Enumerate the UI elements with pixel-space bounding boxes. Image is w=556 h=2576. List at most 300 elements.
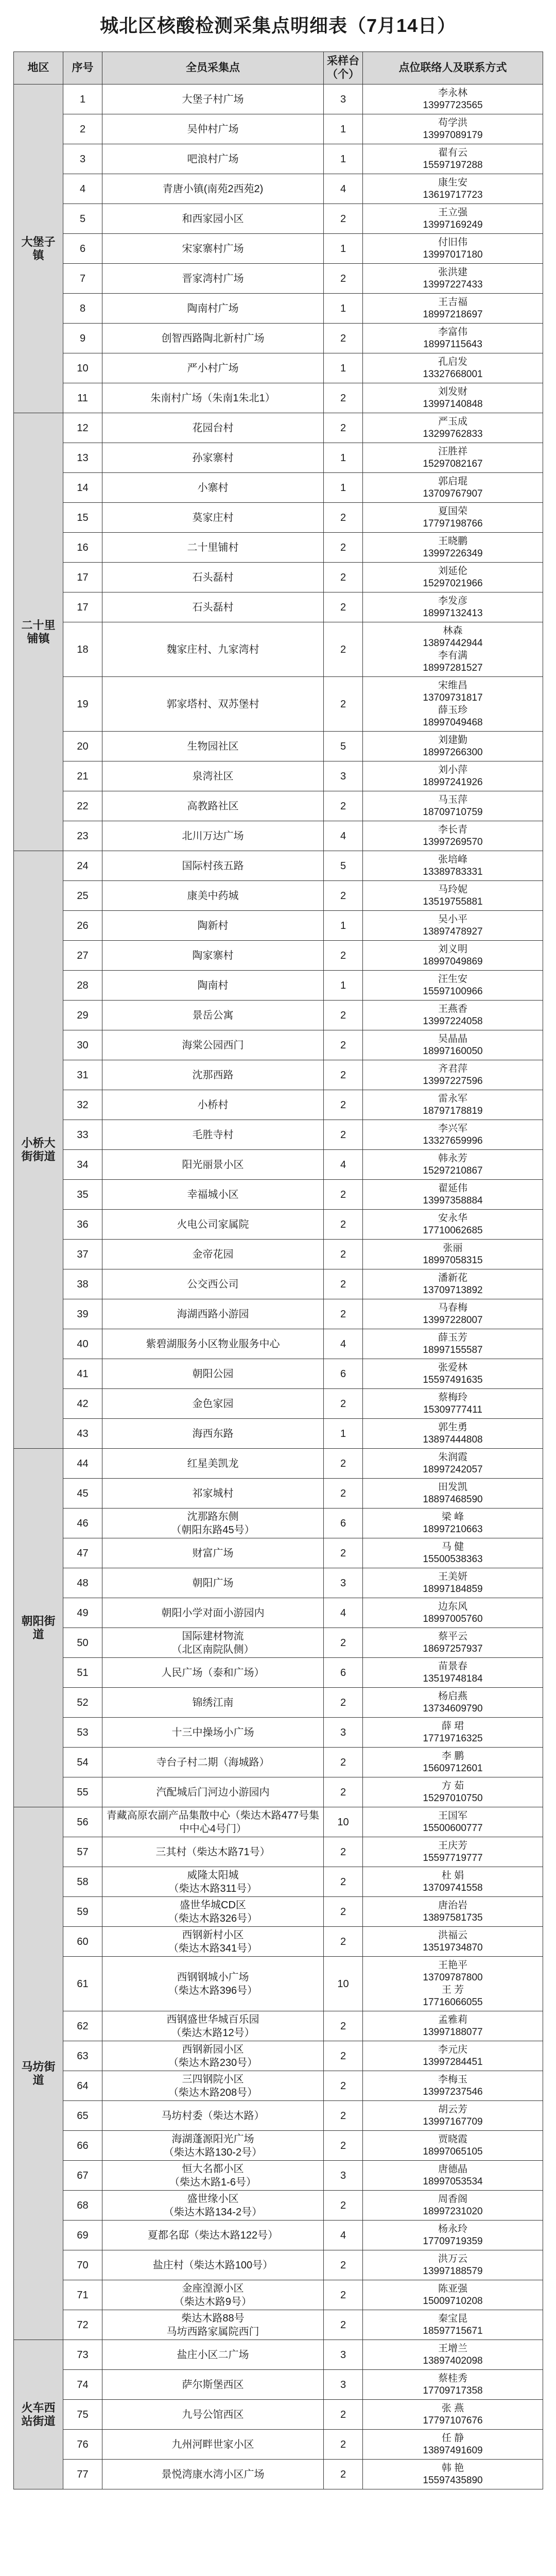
seq-cell: 66 xyxy=(63,2131,102,2161)
contact-phone: 18997218697 xyxy=(423,309,483,320)
table-row xyxy=(14,1598,543,1628)
site-cell: 海湖蓬源阳光广场 （柴达木路130-2号） xyxy=(102,2131,324,2161)
table-row xyxy=(14,2370,543,2400)
site-cell: 火电公司家属院 xyxy=(102,1210,324,1240)
table-row xyxy=(14,592,543,622)
district-cell: 小桥大街街道 xyxy=(14,851,63,1449)
table-body xyxy=(14,84,543,2489)
contact-name: 王美妍 xyxy=(438,1571,467,1582)
contact-cell xyxy=(363,2280,543,2310)
contact-cell xyxy=(363,761,543,791)
stations-cell: 2 xyxy=(324,1837,363,1867)
contact-phone: 17709717358 xyxy=(423,2385,483,2396)
contact-name: 洪万云 xyxy=(438,2253,467,2264)
stations-cell: 3 xyxy=(324,84,363,114)
seq-cell: 41 xyxy=(63,1359,102,1389)
table-row xyxy=(14,533,543,563)
seq-cell: 25 xyxy=(63,881,102,911)
contact-phone: 15597197288 xyxy=(423,159,483,171)
contact-phone: 13519748184 xyxy=(423,1673,483,1684)
table-row xyxy=(14,791,543,821)
table-row xyxy=(14,1001,543,1030)
stations-cell: 2 xyxy=(324,563,363,592)
seq-cell: 52 xyxy=(63,1688,102,1718)
seq-cell: 16 xyxy=(63,533,102,563)
contact-cell xyxy=(363,1509,543,1538)
site-cell: 汽配城后门河边小游园内 xyxy=(102,1777,324,1807)
contact-name: 李长青 xyxy=(438,824,467,835)
stations-cell: 2 xyxy=(324,2011,363,2041)
page-title: 城北区核酸检测采集点明细表（7月14日） xyxy=(99,15,457,36)
contact-cell xyxy=(363,1180,543,1210)
stations-cell: 2 xyxy=(324,622,363,677)
contact-cell xyxy=(363,294,543,324)
seq-cell: 31 xyxy=(63,1060,102,1090)
contact-cell xyxy=(363,1210,543,1240)
stations-cell: 2 xyxy=(324,503,363,533)
site-cell: 魏家庄村、九家湾村 xyxy=(102,622,324,677)
contact-phone: 13519755881 xyxy=(423,896,483,907)
contact-name: 翟有云 xyxy=(438,147,467,158)
contact-phone: 18997049468 xyxy=(423,717,483,728)
seq-cell: 28 xyxy=(63,971,102,1001)
contact-name: 唐德晶 xyxy=(438,2163,467,2175)
contact-phone: 18997005760 xyxy=(423,1613,483,1624)
table-row xyxy=(14,1568,543,1598)
table-row xyxy=(14,1299,543,1329)
contact-cell xyxy=(363,1598,543,1628)
table-header-row xyxy=(14,52,543,84)
contact-phone: 18897468590 xyxy=(423,1494,483,1505)
site-cell: 沈那西路 xyxy=(102,1060,324,1090)
stations-cell: 2 xyxy=(324,1538,363,1568)
contact-phone: 13997226349 xyxy=(423,548,483,559)
header-contact: 点位联络人及联系方式 xyxy=(363,52,543,84)
stations-cell: 4 xyxy=(324,174,363,204)
contact-cell xyxy=(363,353,543,383)
contact-cell xyxy=(363,1090,543,1120)
contact-name: 洪福云 xyxy=(438,1929,467,1941)
contact-name: 孔启发 xyxy=(438,356,467,367)
contact-name: 王吉福 xyxy=(438,296,467,308)
seq-cell: 58 xyxy=(63,1867,102,1897)
table-row xyxy=(14,324,543,353)
contact-phone: 13389783331 xyxy=(423,866,483,877)
seq-cell: 48 xyxy=(63,1568,102,1598)
site-cell: 陶新村 xyxy=(102,911,324,941)
table-row xyxy=(14,1837,543,1867)
site-cell: 石头磊村 xyxy=(102,592,324,622)
contact-phone: 13997017180 xyxy=(423,249,483,260)
contact-name: 翟延伟 xyxy=(438,1182,467,1194)
contact-phone: 18997210663 xyxy=(423,1523,483,1535)
contact-cell xyxy=(363,911,543,941)
contact-phone: 18997053534 xyxy=(423,2176,483,2187)
contact-cell xyxy=(363,1837,543,1867)
table-row xyxy=(14,1718,543,1748)
contact-phone: 18997242057 xyxy=(423,1464,483,1475)
site-cell: 景岳公寓 xyxy=(102,1001,324,1030)
site-cell: 阳光丽景小区 xyxy=(102,1150,324,1180)
table-row xyxy=(14,971,543,1001)
seq-cell: 33 xyxy=(63,1120,102,1150)
stations-cell: 2 xyxy=(324,2071,363,2101)
contact-name: 任 静 xyxy=(441,2432,464,2444)
contact-name: 田发凯 xyxy=(438,1481,467,1493)
site-cell: 盛世缘小区 （柴达木路134-2号） xyxy=(102,2191,324,2221)
table-row xyxy=(14,1658,543,1688)
site-cell: 石头磊村 xyxy=(102,563,324,592)
contact-phone: 13997237546 xyxy=(423,2086,483,2097)
contact-phone: 13709713892 xyxy=(423,1284,483,1296)
contact-phone: 18997281527 xyxy=(423,662,483,673)
contact-cell xyxy=(363,563,543,592)
contact-phone: 13997169249 xyxy=(423,219,483,230)
contact-phone: 13897581735 xyxy=(423,1912,483,1923)
table-row xyxy=(14,1389,543,1419)
contact-cell xyxy=(363,2191,543,2221)
table-row xyxy=(14,1927,543,1957)
stations-cell: 2 xyxy=(324,2101,363,2131)
contact-cell xyxy=(363,84,543,114)
district-cell: 马坊街道 xyxy=(14,1807,63,2340)
contact-cell xyxy=(363,1240,543,1269)
stations-cell: 2 xyxy=(324,2430,363,2460)
contact-name: 李兴军 xyxy=(438,1123,467,1134)
contact-cell xyxy=(363,1718,543,1748)
contact-phone: 15297021966 xyxy=(423,578,483,589)
contact-phone: 15309777411 xyxy=(423,1404,482,1415)
seq-cell: 3 xyxy=(63,144,102,174)
seq-cell: 32 xyxy=(63,1090,102,1120)
site-cell: 盐庄村（柴达木路100号） xyxy=(102,2250,324,2280)
seq-cell: 76 xyxy=(63,2430,102,2460)
table-row xyxy=(14,174,543,204)
site-cell: 紫碧湖服务小区物业服务中心 xyxy=(102,1329,324,1359)
contact-name: 孟雅莉 xyxy=(438,2014,467,2025)
table-row xyxy=(14,563,543,592)
contact-phone: 13997227433 xyxy=(423,279,483,290)
seq-cell: 61 xyxy=(63,1957,102,2011)
seq-cell: 46 xyxy=(63,1509,102,1538)
contact-name: 薛 珺 xyxy=(441,1720,464,1732)
contact-name: 付旧伟 xyxy=(438,236,467,248)
stations-cell: 2 xyxy=(324,941,363,971)
contact-phone: 13997140848 xyxy=(423,398,483,410)
contact-name: 刘义明 xyxy=(438,943,467,955)
contact-phone: 13897478927 xyxy=(423,926,483,937)
stations-cell: 2 xyxy=(324,1120,363,1150)
district-cell: 二十里铺镇 xyxy=(14,413,63,851)
contact-name: 朱润霞 xyxy=(438,1451,467,1463)
site-cell: 陶南村广场 xyxy=(102,294,324,324)
site-cell: 西钢新村小区 （柴达木路341号） xyxy=(102,1927,324,1957)
seq-cell: 40 xyxy=(63,1329,102,1359)
seq-cell: 57 xyxy=(63,1837,102,1867)
site-cell: 朝阳广场 xyxy=(102,1568,324,1598)
site-cell: 金帝花园 xyxy=(102,1240,324,1269)
contact-phone: 18997184859 xyxy=(423,1583,483,1595)
contact-name: 刘小萍 xyxy=(438,764,467,775)
seq-cell: 27 xyxy=(63,941,102,971)
table-row xyxy=(14,204,543,234)
contact-cell xyxy=(363,1030,543,1060)
contact-phone: 13519734870 xyxy=(423,1942,483,1953)
contact-name: 杨永玲 xyxy=(438,2223,467,2234)
site-cell: 小桥村 xyxy=(102,1090,324,1120)
seq-cell: 22 xyxy=(63,791,102,821)
table-row xyxy=(14,1807,543,1837)
contact-cell xyxy=(363,1120,543,1150)
seq-cell: 55 xyxy=(63,1777,102,1807)
table-row xyxy=(14,2430,543,2460)
contact-phone: 18997132413 xyxy=(423,607,483,619)
table-row xyxy=(14,2280,543,2310)
site-cell: 宋家寨村广场 xyxy=(102,234,324,264)
seq-cell: 2 xyxy=(63,114,102,144)
stations-cell: 2 xyxy=(324,677,363,732)
stations-cell: 2 xyxy=(324,592,363,622)
site-cell: 三其村（柴达木路71号） xyxy=(102,1837,324,1867)
seq-cell: 50 xyxy=(63,1628,102,1658)
contact-cell xyxy=(363,1897,543,1927)
stations-cell: 2 xyxy=(324,413,363,443)
district-cell: 火车西站街道 xyxy=(14,2340,63,2489)
stations-cell: 2 xyxy=(324,1030,363,1060)
seq-cell: 70 xyxy=(63,2250,102,2280)
contact-cell xyxy=(363,2250,543,2280)
seq-cell: 67 xyxy=(63,2161,102,2191)
contact-name: 韩 艳 xyxy=(441,2462,464,2473)
contact-name: 吴晶晶 xyxy=(438,1033,467,1044)
contact-name: 贾晓霞 xyxy=(438,2133,467,2145)
table-row xyxy=(14,1479,543,1509)
contact-cell xyxy=(363,1777,543,1807)
contact-phone: 13619717723 xyxy=(423,189,483,200)
contact-name: 胡云芳 xyxy=(438,2104,467,2115)
seq-cell: 21 xyxy=(63,761,102,791)
contact-name: 安永华 xyxy=(438,1212,467,1224)
stations-cell: 2 xyxy=(324,1210,363,1240)
contact-name: 蔡桂秀 xyxy=(438,2372,467,2384)
contact-phone: 15297210867 xyxy=(423,1165,483,1176)
site-cell: 陶南村 xyxy=(102,971,324,1001)
site-cell: 陶家寨村 xyxy=(102,941,324,971)
seq-cell: 63 xyxy=(63,2041,102,2071)
site-cell: 莫家庄村 xyxy=(102,503,324,533)
contact-cell xyxy=(363,732,543,761)
table-row xyxy=(14,851,543,881)
site-cell: 创智西路陶北新村广场 xyxy=(102,324,324,353)
contact-phone: 18997065105 xyxy=(423,2146,483,2157)
table-row xyxy=(14,1628,543,1658)
seq-cell: 69 xyxy=(63,2221,102,2250)
stations-cell: 2 xyxy=(324,2460,363,2489)
stations-cell: 6 xyxy=(324,1658,363,1688)
seq-cell: 11 xyxy=(63,383,102,413)
site-cell: 人民广场（泰和广场） xyxy=(102,1658,324,1688)
contact-phone: 13709787800 xyxy=(423,1972,483,1983)
seq-cell: 23 xyxy=(63,821,102,851)
site-cell: 严小村广场 xyxy=(102,353,324,383)
site-cell: 威隆太阳城 （柴达木路311号） xyxy=(102,1867,324,1897)
contact-name: 马玲妮 xyxy=(438,884,467,895)
contact-phone: 18697257937 xyxy=(423,1643,483,1654)
site-cell: 西钢新园小区 （柴达木路230号） xyxy=(102,2041,324,2071)
contact-name: 王国军 xyxy=(438,1810,467,1821)
contact-phone: 18997115643 xyxy=(423,338,482,350)
contact-cell xyxy=(363,2310,543,2340)
site-cell: 西钢盛世华城百乐园 （柴达木路12号） xyxy=(102,2011,324,2041)
contact-phone: 18709710759 xyxy=(423,806,483,818)
contact-phone: 15009710208 xyxy=(423,2295,483,2307)
contact-cell xyxy=(363,1449,543,1479)
table-row xyxy=(14,264,543,294)
contact-cell xyxy=(363,622,543,677)
contact-phone: 15500538363 xyxy=(423,1553,483,1565)
table-row xyxy=(14,1060,543,1090)
stations-cell: 2 xyxy=(324,1867,363,1897)
contact-name: 苗景春 xyxy=(438,1660,467,1672)
site-cell: 财富广场 xyxy=(102,1538,324,1568)
site-cell: 朝阳小学对面小游园内 xyxy=(102,1598,324,1628)
contact-cell xyxy=(363,971,543,1001)
contact-name: 李永林 xyxy=(438,87,467,98)
table-row xyxy=(14,1359,543,1389)
seq-cell: 10 xyxy=(63,353,102,383)
contact-phone: 18797178819 xyxy=(423,1105,483,1116)
stations-cell: 3 xyxy=(324,761,363,791)
site-cell: 海棠公园西门 xyxy=(102,1030,324,1060)
site-cell: 毛胜寺村 xyxy=(102,1120,324,1150)
table-row xyxy=(14,2131,543,2161)
table-row xyxy=(14,383,543,413)
contact-name: 李梅玉 xyxy=(438,2074,467,2085)
seq-cell: 64 xyxy=(63,2071,102,2101)
header-stations: 采样台（个） xyxy=(324,52,363,84)
contact-cell xyxy=(363,2460,543,2489)
contact-name: 蔡梅玲 xyxy=(438,1392,467,1403)
contact-phone: 13997167709 xyxy=(423,2116,483,2127)
contact-phone: 13997284451 xyxy=(423,2056,483,2067)
table-row xyxy=(14,1509,543,1538)
contact-phone: 13709767907 xyxy=(423,488,483,499)
stations-cell: 2 xyxy=(324,2131,363,2161)
contact-cell xyxy=(363,1957,543,2011)
seq-cell: 77 xyxy=(63,2460,102,2489)
contact-phone: 17797107676 xyxy=(423,2415,483,2426)
seq-cell: 7 xyxy=(63,264,102,294)
table-row xyxy=(14,1090,543,1120)
contact-cell xyxy=(363,677,543,732)
contact-cell xyxy=(363,264,543,294)
stations-cell: 1 xyxy=(324,234,363,264)
table-row xyxy=(14,881,543,911)
site-cell: 北川万达广场 xyxy=(102,821,324,851)
contact-cell xyxy=(363,174,543,204)
stations-cell: 3 xyxy=(324,2340,363,2370)
contact-name: 周香阁 xyxy=(438,2193,467,2205)
contact-name: 王艳平 xyxy=(438,1959,467,1971)
stations-cell: 3 xyxy=(324,1718,363,1748)
stations-cell: 2 xyxy=(324,264,363,294)
table-row xyxy=(14,2071,543,2101)
seq-cell: 35 xyxy=(63,1180,102,1210)
seq-cell: 44 xyxy=(63,1449,102,1479)
contact-cell xyxy=(363,1538,543,1568)
contact-phone: 18997231020 xyxy=(423,2206,483,2217)
table-row xyxy=(14,1180,543,1210)
contact-cell xyxy=(363,1060,543,1090)
table-row xyxy=(14,84,543,114)
table-row xyxy=(14,2250,543,2280)
contact-phone: 13734609790 xyxy=(423,1703,483,1714)
contact-phone: 13897442944 xyxy=(423,637,483,649)
seq-cell: 47 xyxy=(63,1538,102,1568)
contact-cell xyxy=(363,851,543,881)
site-cell: 萨尔斯堡西区 xyxy=(102,2370,324,2400)
contact-cell xyxy=(363,1269,543,1299)
stations-cell: 2 xyxy=(324,791,363,821)
contact-cell xyxy=(363,2161,543,2191)
seq-cell: 54 xyxy=(63,1748,102,1777)
table-row xyxy=(14,2191,543,2221)
site-cell: 郭家塔村、双苏堡村 xyxy=(102,677,324,732)
stations-cell: 2 xyxy=(324,1628,363,1658)
site-cell: 景悦湾康水湾小区广场 xyxy=(102,2460,324,2489)
site-cell: 康美中药城 xyxy=(102,881,324,911)
contact-name: 李 鹏 xyxy=(441,1750,464,1761)
seq-cell: 17 xyxy=(63,592,102,622)
stations-cell: 10 xyxy=(324,1957,363,2011)
seq-cell: 5 xyxy=(63,204,102,234)
contact-name: 张丽 xyxy=(443,1242,463,1253)
table-row xyxy=(14,2221,543,2250)
stations-cell: 2 xyxy=(324,1927,363,1957)
stations-cell: 2 xyxy=(324,881,363,911)
contact-cell xyxy=(363,1628,543,1658)
contact-cell xyxy=(363,204,543,234)
seq-cell: 26 xyxy=(63,911,102,941)
contact-phone: 13997089179 xyxy=(423,129,483,141)
stations-cell: 2 xyxy=(324,1090,363,1120)
contact-name: 吴小平 xyxy=(438,913,467,925)
contact-name: 马 健 xyxy=(441,1541,464,1552)
contact-cell xyxy=(363,1568,543,1598)
site-cell: 海湖西路小游园 xyxy=(102,1299,324,1329)
table-row xyxy=(14,1240,543,1269)
stations-cell: 2 xyxy=(324,204,363,234)
site-cell: 朱南村广场（朱南1朱北1） xyxy=(102,383,324,413)
stations-cell: 2 xyxy=(324,1479,363,1509)
contact-name: 雷永军 xyxy=(438,1093,467,1104)
site-cell: 晋家湾村广场 xyxy=(102,264,324,294)
site-cell: 三四钢院小区 （柴达木路208号） xyxy=(102,2071,324,2101)
contact-name: 秦宝昆 xyxy=(438,2313,467,2324)
seq-cell: 74 xyxy=(63,2370,102,2400)
table-row xyxy=(14,1538,543,1568)
seq-cell: 8 xyxy=(63,294,102,324)
contact-name: 林森 xyxy=(443,625,463,636)
table-row xyxy=(14,1150,543,1180)
seq-cell: 71 xyxy=(63,2280,102,2310)
contact-cell xyxy=(363,1150,543,1180)
stations-cell: 2 xyxy=(324,1897,363,1927)
stations-cell: 4 xyxy=(324,1150,363,1180)
site-cell: 寺台子村二期（海城路） xyxy=(102,1748,324,1777)
table-row xyxy=(14,1269,543,1299)
table-row xyxy=(14,1957,543,2011)
